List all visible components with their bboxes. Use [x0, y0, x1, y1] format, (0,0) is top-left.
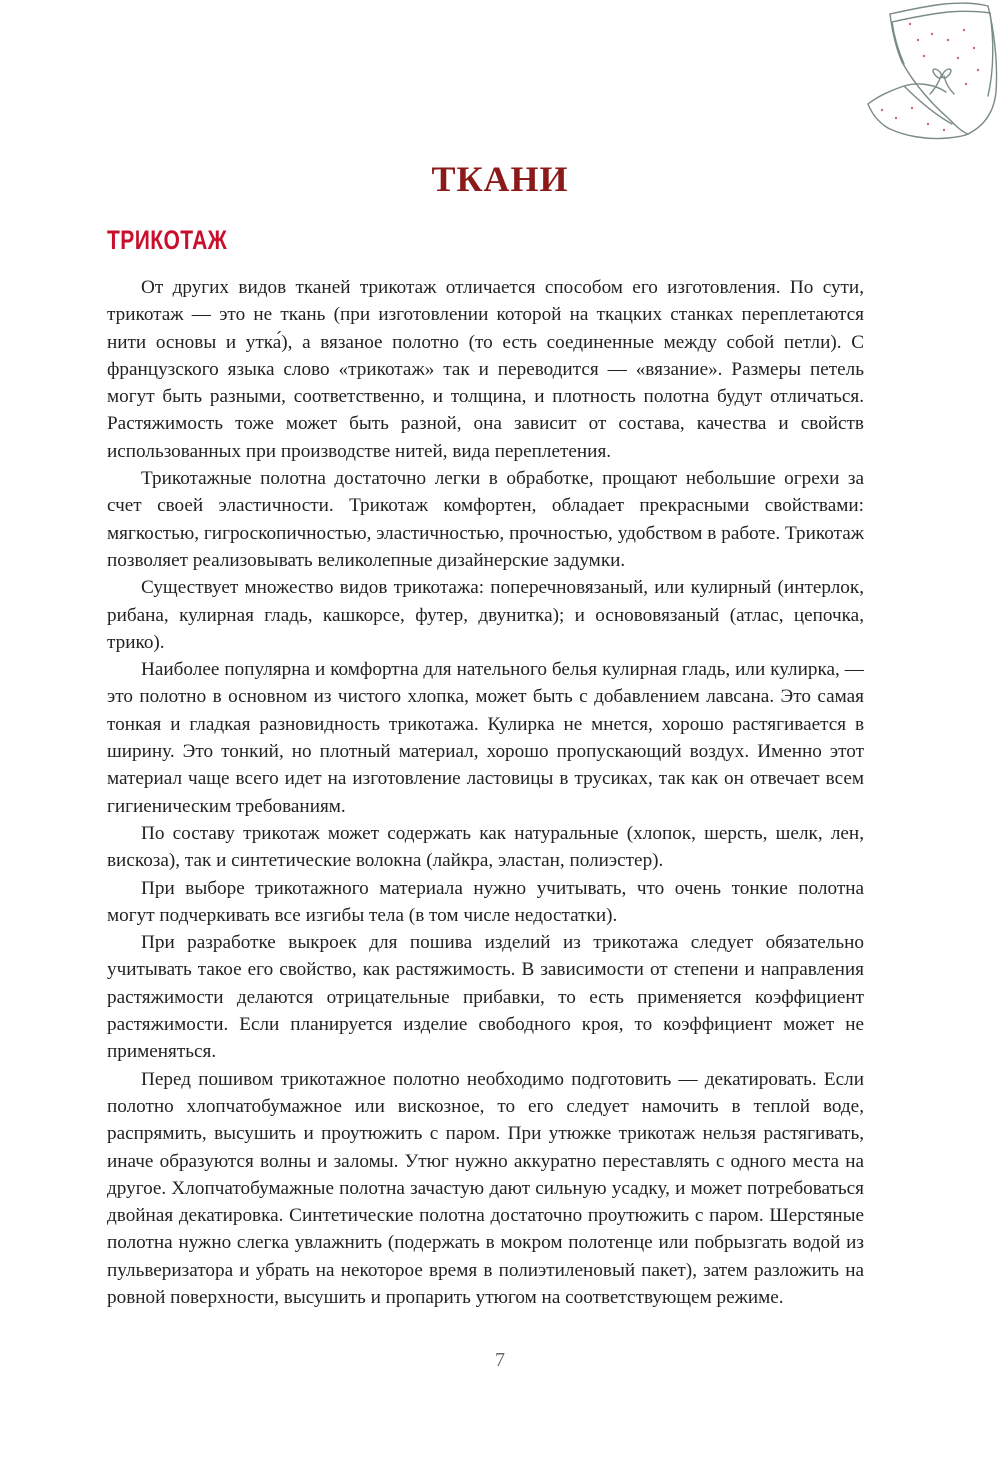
paragraph: Перед пошивом трикотажное полотно необходимо подготовить — декатировать. Если полотно хлопчатобумажное или вискозное, то его следует намочить в теплой воде, распрямить, высушить и проутюжить с паром. При утюжке трикотаж нельзя растягивать, иначе образуются волны и заломы. Утюг нужно аккуратно переставлять с одного места на другое. Хлопчатобумажные полотна зачастую дают сильную усадку, и может потребоваться двойная декатировка. Синтетические полотна достаточно проутюжить с паром. Шерстяные полотна нужно слегка увлажнить (подержать в мокром полотенце или побрызгать водой из пульверизатора и убрать на некоторое время в полиэтиленовый пакет), затем разложить на ровной поверхности, высушить и пропарить утюгом на соответствующем режиме.: [107, 1068, 864, 1308]
article-body: [107, 274, 864, 1311]
panties-sketch-icon: [848, 0, 1000, 150]
chapter-title: ТКАНИ: [431, 159, 569, 199]
paragraph: Трикотажные полотна достаточно легки в обработке, прощают небольшие огрехи за счет своей эластичности. Трикотаж комфортен, обладает прекрасными свойствами: мягкостью, гигроскопичностью, эластичностью, прочностью, удобством в работе. Трикотаж позволяет реализовывать великолепные дизайнерские задумки.: [107, 468, 864, 571]
page-number: 7: [495, 1349, 505, 1371]
paragraph: От других видов тканей трикотаж отличается способом его изготовления. По сути, трикотаж — это не ткань (при изготовлении которой на ткацких станках переплетаются нити основы и утка́), а вязаное полотно (то есть соединенные между собой петли). С французского языка слово «трикотаж» так и переводится — «вязание». Размеры петель могут быть разными, соответственно, и толщина, и плотность полотна будут отличаться. Растяжимость тоже может быть разной, она зависит от состава, качества и свойств использованных при производстве нитей, вида переплетения.: [107, 277, 864, 462]
paragraph: При разработке выкроек для пошива изделий из трикотажа следует обязательно учитывать такое его свойство, как растяжимость. В зависимости от степени и направления растяжимости делаются отрицательные прибавки, то есть применяется коэффициент растяжимости. Если планируется изделие свободного кроя, то коэффициент может не применяться.: [107, 932, 864, 1063]
paragraph: По составу трикотаж может содержать как натуральные (хлопок, шерсть, шелк, лен, вискоза), так и синтетические волокна (лайкра, эластан, полиэстер).: [107, 822, 864, 872]
paragraph: Наиболее популярна и комфортна для нательного белья кулирная гладь, или кулирка, — это полотно в основном из чистого хлопка, может быть с добавлением лавсана. Это самая тонкая и гладкая разновидность трикотажа. Кулирка не мнется, хорошо растягивается в ширину. Это тонкий, но плотный материал, хорошо пропускающий воздух. Именно этот материал чаще всего идет на изготовление ластовицы в трусиках, так как он отвечает всем гигиеническим требованиям.: [107, 659, 864, 817]
paragraph: При выборе трикотажного материала нужно учитывать, что очень тонкие полотна могут подчеркивать все изгибы тела (в том числе недостатки).: [107, 877, 864, 926]
section-title: ТРИКОТАЖ: [107, 225, 228, 255]
paragraph: Существует множество видов трикотажа: поперечновязаный, или кулирный (интерлок, рибана, кулирная гладь, кашкорсе, футер, двунитка); и основовязаный (атлас, цепочка, трико).: [107, 577, 864, 653]
